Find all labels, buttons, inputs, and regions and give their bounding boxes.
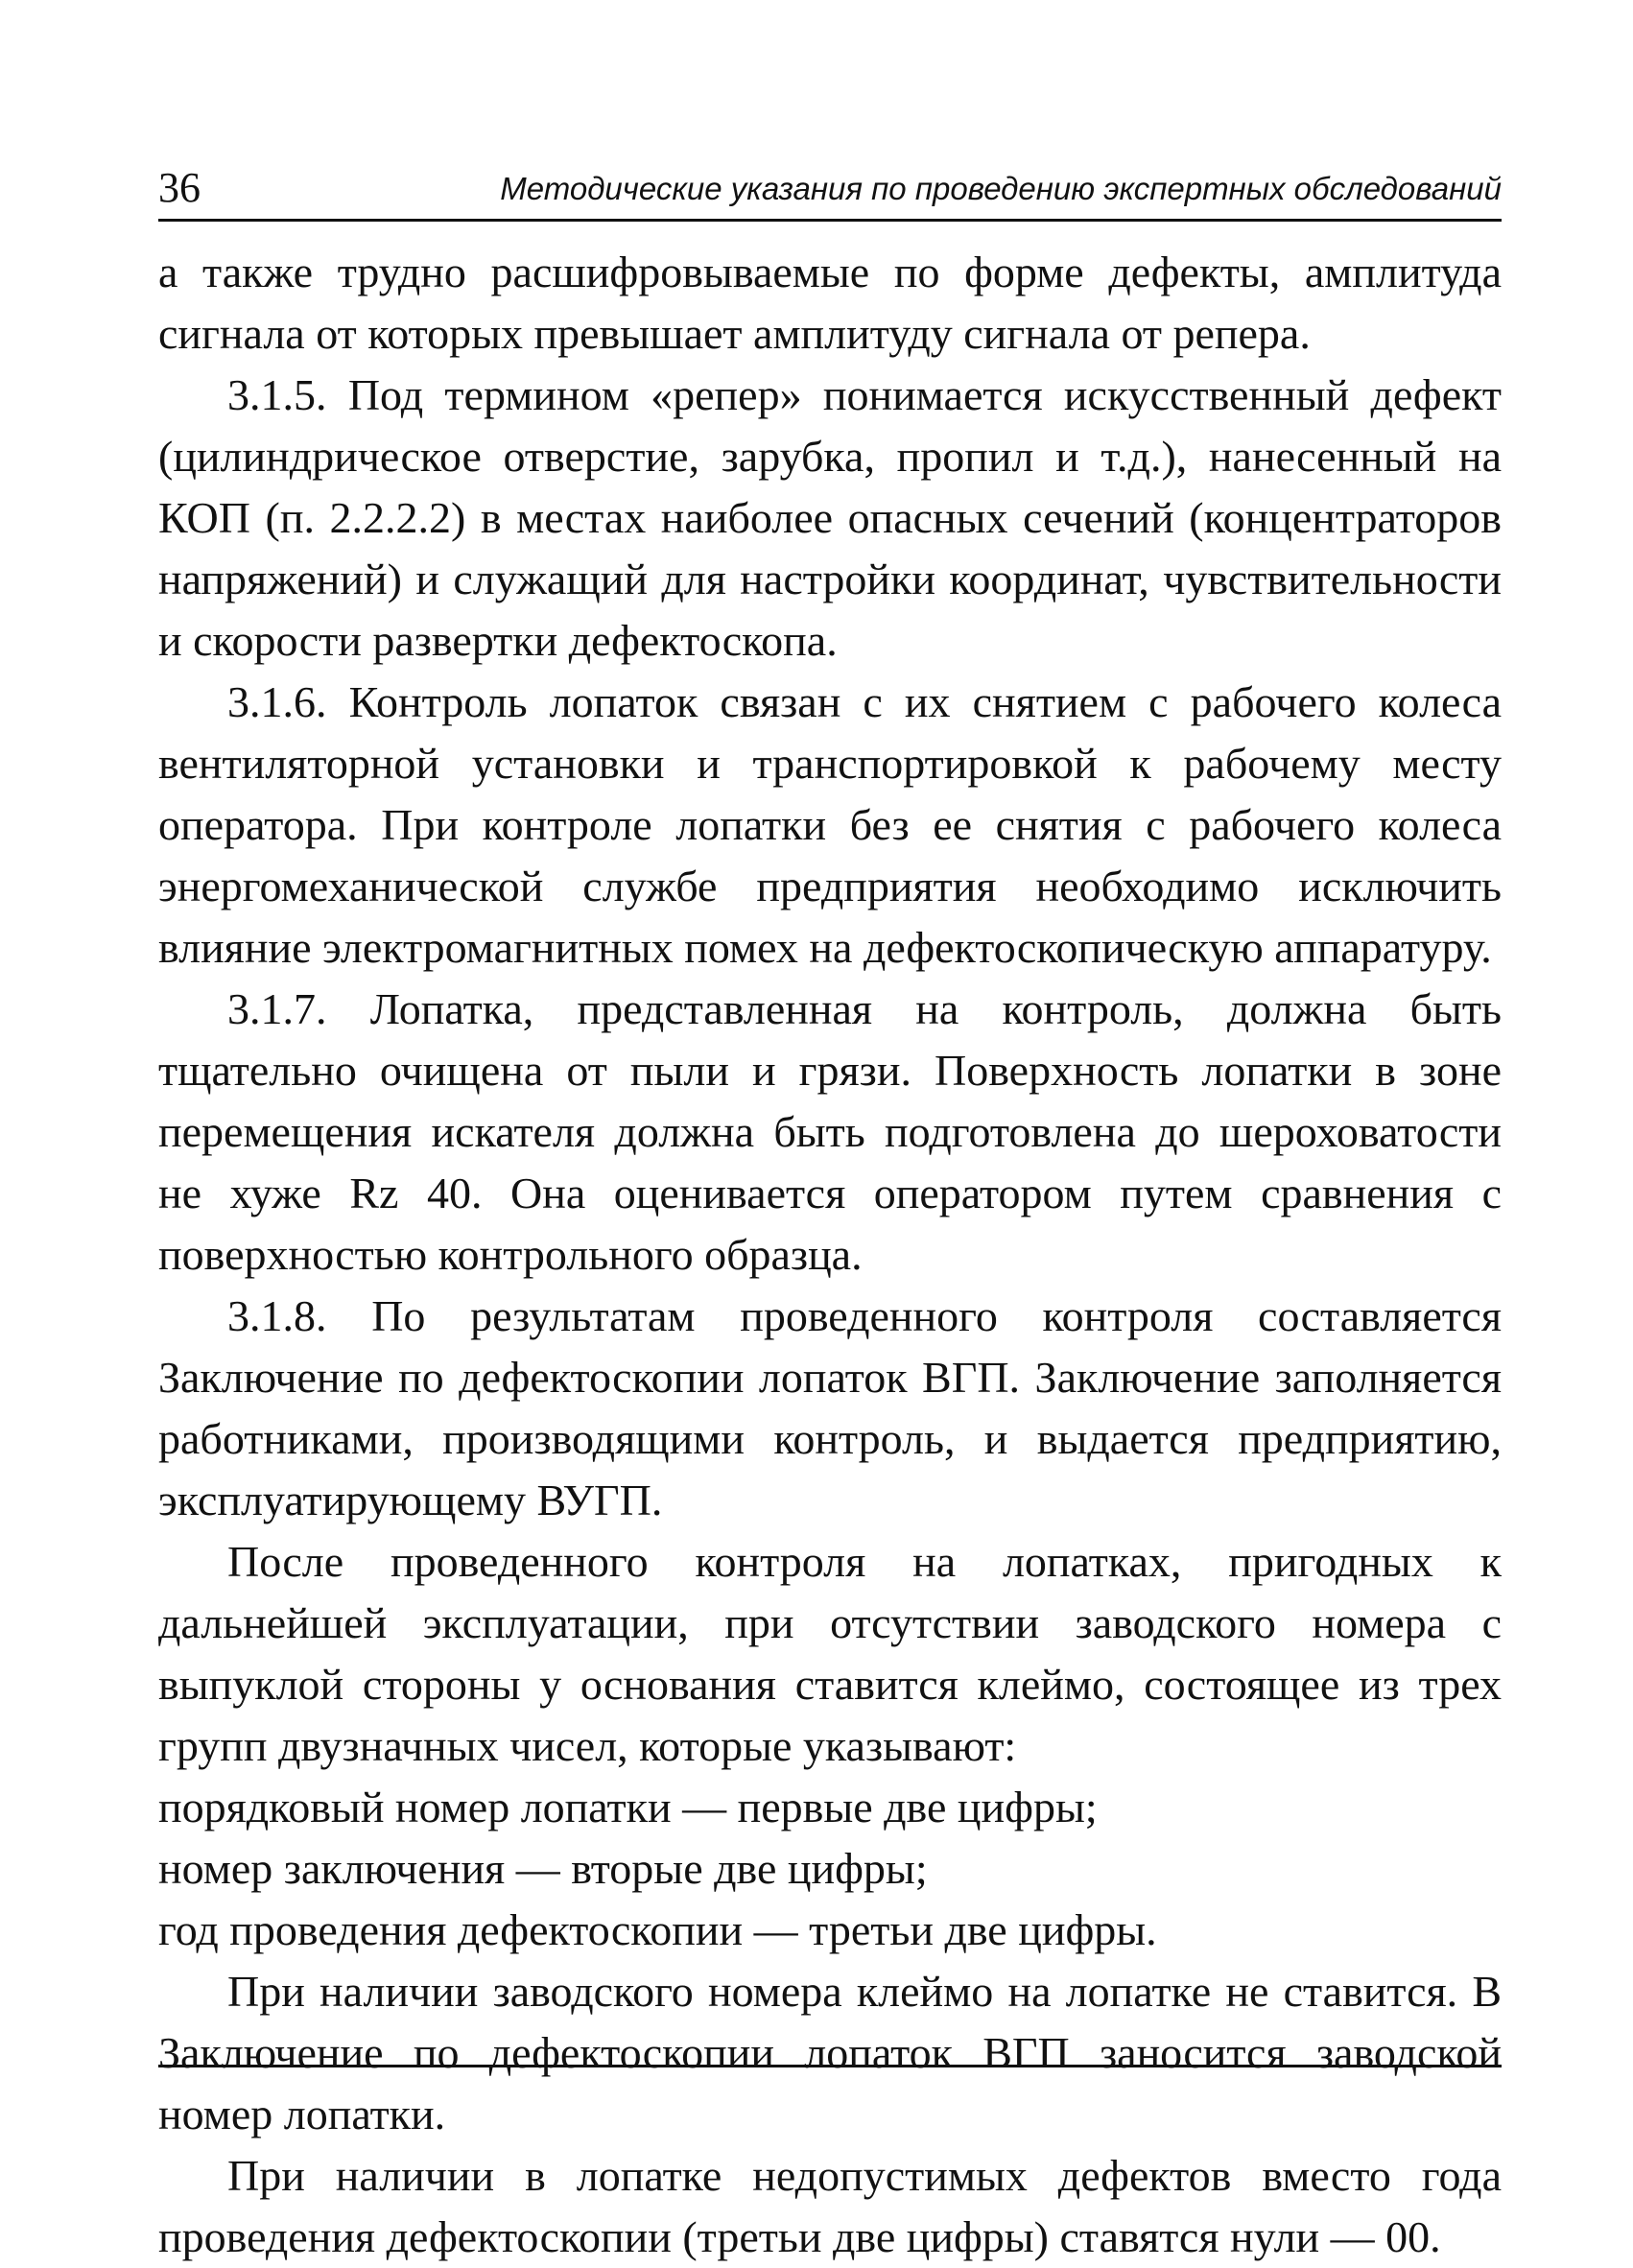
footer-rule [158, 2065, 1502, 2067]
page-number: 36 [158, 164, 201, 211]
paragraph-marking: После проведенного контроля на лопатках, пригодных к дальнейшей эксплуатации, при отсутствии заводского номера с выпуклой стороны у основания ставится клеймо, состоящее из трех групп двузначных чисел, которые указывают: [158, 1537, 1502, 1770]
paragraph-defects: При наличии в лопатке недопустимых дефектов вместо года проведения дефектоскопии (третьи две цифры) ставятся нули — 00. [158, 2151, 1502, 2261]
paragraph-continuation: а также трудно расшифровываемые по форме дефекты, амплитуда сигнала от которых превышает амплитуду сигнала от репера. [158, 248, 1502, 358]
paragraph-3-1-8: 3.1.8. По результатам проведенного контроля составляется Заключение по дефектоскопии лопаток ВГП. Заключение заполняется работниками, производящими контроль, и выдается предприятию, эксплуатирующему ВУГП. [158, 1291, 1502, 1524]
paragraph-factory-number: При наличии заводского номера клеймо на лопатке не ставится. В Заключение по дефектоскопии лопаток ВГП заносится заводской номер лопатки. [158, 1967, 1502, 2138]
list-item: год проведения дефектоскопии — третьи две цифры. [158, 1905, 1157, 1954]
paragraph-3-1-7: 3.1.7. Лопатка, представленная на контроль, должна быть тщательно очищена от пыли и грязи. Поверхность лопатки в зоне перемещения искателя должна быть подготовлена до шероховатости не хуже Rz 40. Она оценивается оператором путем сравнения с поверхностью контрольного образца. [158, 984, 1502, 1279]
body-text [158, 242, 1502, 2268]
list-item: порядковый номер лопатки — первые две цифры; [158, 1783, 1098, 1831]
paragraph-3-1-6: 3.1.6. Контроль лопаток связан с их снятием с рабочего колеса вентиляторной установки и транспортировкой к рабочему месту оператора. При контроле лопатки без ее снятия с рабочего колеса энергомеханической службе предприятия необходимо исключить влияние электромагнитных помех на дефектоскопическую аппаратуру. [158, 677, 1502, 972]
running-title: Методические указания по проведению экспертных обследований [500, 171, 1502, 206]
paragraph-3-1-5: 3.1.5. Под термином «репер» понимается искусственный дефект (цилиндрическое отверстие, зарубка, пропил и т.д.), нанесенный на КОП (п. 2.2.2.2) в местах наиболее опасных сечений (концентраторов напряжений) и служащий для настройки координат, чувствительности и скорости развертки дефектоскопа. [158, 370, 1502, 665]
page-header [158, 161, 1502, 222]
list-item: номер заключения — вторые две цифры; [158, 1844, 928, 1893]
